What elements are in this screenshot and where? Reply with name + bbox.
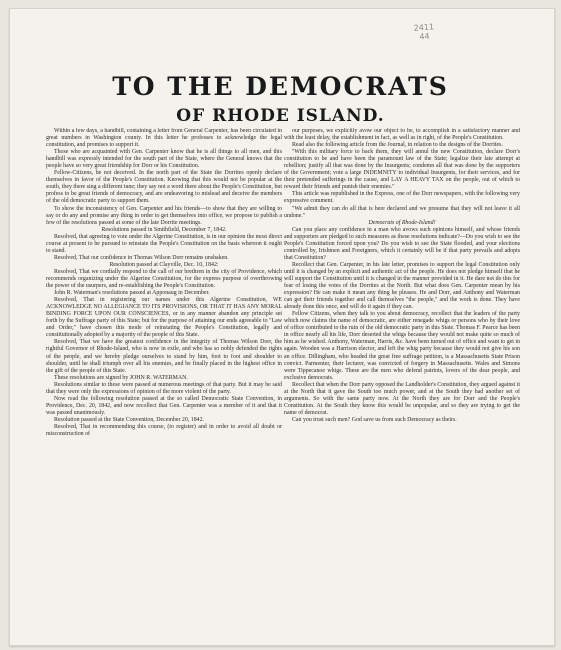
paragraph: John R. Waterman's resolutions passed at Apponaug in December. [54,290,210,297]
quote-paragraph: "With this military force to back them, they will annul the new Constitution, declare Dorr's constitution to be and have been the paramount law of the State; legalize their late attempt at rebellion; justify all that was done by the Insurgents; condemn all that was done by the supporters of the Government; vote a large INDEMNITY to individual Insurgents, for their services, and for their pretended sufferings in the cause, and LAY A HEAVY TAX on the people, out of which to reward their friends and punish their enemies." [284,149,520,191]
section-heading: Democrats of Rhode-Island! [368,219,436,226]
paragraph: This article was republished in the Express, one of the Dorr newspapers, with the following very expressive comment. [284,191,520,205]
archive-mark-line-1: 2411 [413,22,434,33]
paragraph: Now read the following resolution passed at the so called Democratic State Convention, in Providence, Dec. 20, 1842, and now recollect that Gen. Carpenter was a member of it and that it was passed unanimously. [46,395,282,416]
left-column [46,128,282,633]
paragraph: Fellow-Citizens, be not deceived. In the north part of the State the Dorrites openly declare themselves in favor of the People's Constitution. Knowing that this would not be popular at the south, they there sing a different tune; they say not a word there about the People's Constitution, but profess to be great friends of democracy, and are endeavoring to mislead and deceive the members of the old democratic party to support them. [46,170,282,205]
paragraph: Those who are acquainted with Gen. Carpenter know that he is all things to all men, and this handbill was expressly intended for the south part of the State, where the General knows that the people have so very great friendship for Dorr or his Constitution. [46,149,282,170]
paragraph: Resolved, that agreeing to vote under the Algerine Constitution, is in our opinion the most direct course at present to be pursued to reinstate the People's Constitution on the basis whereon it ought to stand. [46,233,282,254]
paragraph: Resolved, That in registering our names under this Algerine Constitution, WE ACKNOWLEDGE NO ALLEGIANCE TO ITS PROVISIONS, OR THAT IT HAS ANY MORAL BINDING FORCE UPON OUR CONSCIENCES, or in any manner abandon any principle set forth by the Suffrage party of this State; but for the purpose of attaining our ends agreeable to "Law and Order," have chosen this mode of reinstating the People's Constitution, legally and constitutionally adopted by a majority of the people of this State. [46,297,282,339]
paragraph: Can you place any confidence in a man who avows such opinions himself, and whose friends and supporters are pledged to such measures as these resolutions indicate?—Do you wish to see the People's Constitution forced upon you? Do you wish to see the State flooded, and your elections controlled by, Irishmen and Foreigners, which it certainly will be if that party prevails and adopts that Constitution? [284,226,520,261]
resolution-heading: Resolutions passed in Smithfield, December 7, 1842. [101,226,227,233]
paragraph: Fellow Citizens, when they talk to you about democracy, recollect that the leaders of the party which now claims the name of democratic, are either renegade whigs or persons who by their love of office contributed to the ruin of the old democratic party in this State. Thomas F. Pearce has been in office nearly all his life, Dorr deserted the whigs because they would not make quite so much of him as he wished. Anthony, Waterman, Harris, &c. have been turned out of office and want to get in again. Wooden was a Harrison elector, and left the whig party because they would not give his son an office. Dillingham, who headed the great free suffrage petition, is a Massachusetts State Prison convict. Parmenter, their lecturer, was convicted of forgery in Massachusetts. Wales and Simons were Tippecanoe whigs. These are the men who defend patriots, lovers of the dear people, and exclusive democrats. [284,311,520,381]
paragraph: These resolutions are signed by JOHN R. WATERMAN. [54,374,188,381]
paragraph: Read also the following article from the Journal, in relation to the designs of the Dorrites. [292,142,503,149]
archive-mark-line-2: 44 [418,31,430,42]
paragraph: Resolved, That we have the greatest confidence in the integrity of Thomas Wilson Dorr, the rightful Governor of Rhode-Island, who is now in exile, and who has so nobly defended the rights of the people, and we hereby pledge ourselves to stand by him, foot to foot and shoulder to shoulder, until he shall triumph over all his enemies, and be finally placed in the highest office in the gift of the people of this State. [46,339,282,374]
paragraph: Resolution passed at the State Convention, December 20, 1842. [54,416,205,423]
paragraph: Within a few days, a handbill, containing a letter from General Carpenter, has been circulated in great numbers in Washington county. In this letter he professes to acknowledge the legal constitution, and promises to support it. [46,128,282,149]
paragraph: Can you trust such men? God save us from such Democracy as theirs. [292,416,457,423]
paragraph: Resolutions similar to these were passed at numerous meetings of that party. But it may be said that they were only the expressions of opinion of the more violent of the party. [46,381,282,395]
resolution-heading: Resolution passed at Clayville, Dec. 10, 1842: [109,261,219,268]
quote-paragraph: "We admit they can do all that is here declared and we presume that they will not leave it all undone." [284,205,520,219]
paragraph: Resolved, That we cordially respond to the call of our brethren in the city of Providence, which recommends organizing under the Algerine Constitution, for the express purpose of overthrowing the power of the usurpers, and re-establishing the People's Constitution. [46,268,282,290]
paragraph: Recollect that Gen. Carpenter, in his late letter, promises to support the legal Constitution only until it is changed by an explicit and authentic act of the people. He does not pledge himself that he will support the Constitution until it is changed in the manner provided in it. He dare not do this for fear of losing the votes of the Dorrites at the North. But what does Gen. Carpenter mean by his expression? He can make it mean any thing he pleases. He and Dorr, and Anthony and Waterman can get their friends together and call themselves "the people," and the work is done. They have already done this once, and will do it again if they can. [284,261,520,311]
right-column [284,128,520,633]
paragraph: Resolved, That in recommending this course, (to register) and in order to avoid all doubt or misconstruction of [46,423,282,438]
archive-pencil-mark [413,22,435,41]
paragraph: Resolved, That our confidence in Thomas Wilson Dorr remains unshaken. [54,254,229,261]
page-subtitle: OF RHODE ISLAND. [176,106,385,126]
paragraph: To show the inconsistency of Gen. Carpenter and his friends—to show that they are willing to say or do any and promise any thing in order to get themselves into office, we propose to publish a few of the resolutions passed at some of the late Dorrite meetings. [46,205,282,226]
paragraph: our purposes, we explicitly avow our object to be, to accomplish in a satisfactory manner and with the least delay, the establishment in fact, as well as in right, of the People's Constitution. [284,128,520,142]
page-title: TO THE DEMOCRATS [112,72,449,101]
paragraph: Recollect that when the Dorr party opposed the Landholder's Constitution, they argued against it at the North that it gave the South too much power, and at the South they had another set of arguments. So with the same party now. At the North they are for Dorr and the People's Constitution. At the South they know this would be unpopular, and so they are trying to get the name of democrat. [284,381,520,416]
